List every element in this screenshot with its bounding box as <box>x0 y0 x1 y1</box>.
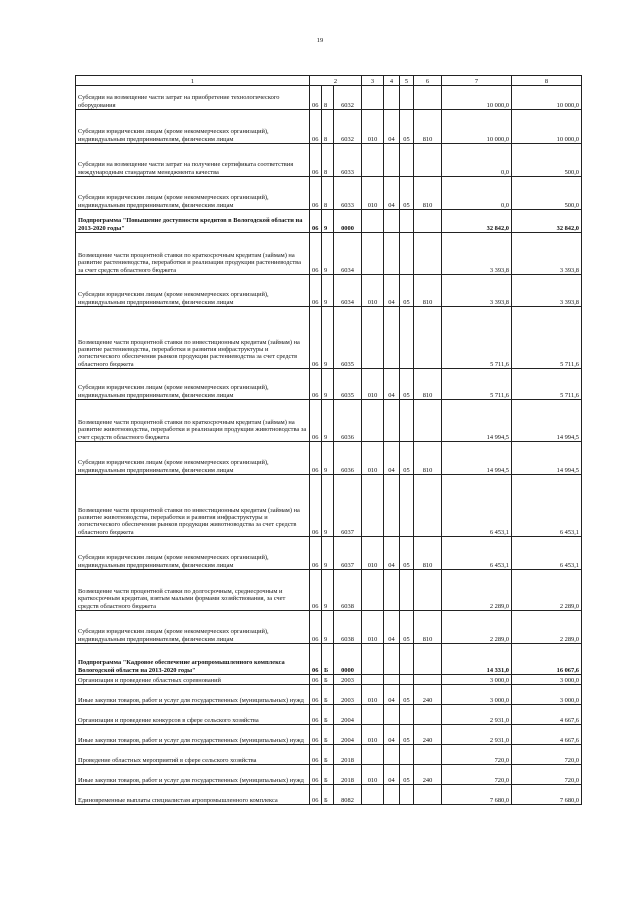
page-number: 19 <box>316 37 324 44</box>
code-subprogram-cell: 9 <box>322 442 334 475</box>
amount-year-1-cell: 14 331,0 <box>442 644 512 675</box>
code-subchapter-cell: 05 <box>400 725 414 745</box>
table-row <box>76 785 582 805</box>
code-subchapter-cell: 05 <box>400 442 414 475</box>
code-subchapter-cell: 05 <box>400 611 414 644</box>
code-subchapter-cell <box>400 475 414 537</box>
code-chapter-cell <box>384 233 400 275</box>
item-name-cell: Субсидии юридическим лицам (кроме некоммерческих организаций), индивидуальным предпринимателям, физическим лицам <box>76 442 310 475</box>
code-section-cell: 06 <box>310 675 322 685</box>
code-direction-cell: 2018 <box>334 765 362 785</box>
table-row <box>76 144 582 177</box>
code-section-cell: 06 <box>310 475 322 537</box>
code-section-cell: 06 <box>310 442 322 475</box>
amount-year-1-cell: 3 000,0 <box>442 675 512 685</box>
code-direction-cell: 6037 <box>334 537 362 570</box>
code-subprogram-cell: Б <box>322 725 334 745</box>
code-expense-type-cell <box>414 233 442 275</box>
code-section-cell: 06 <box>310 644 322 675</box>
code-subprogram-cell: Б <box>322 765 334 785</box>
table-row <box>76 611 582 644</box>
amount-year-2-cell: 3 393,8 <box>512 233 582 275</box>
code-direction-cell: 6036 <box>334 400 362 442</box>
item-name-cell: Иные закупки товаров, работ и услуг для государственных (муниципальных) нужд <box>76 765 310 785</box>
code-subchapter-cell: 05 <box>400 537 414 570</box>
code-ministry-cell <box>362 86 384 110</box>
amount-year-2-cell: 10 000,0 <box>512 110 582 144</box>
code-chapter-cell <box>384 570 400 611</box>
amount-year-2-cell: 500,0 <box>512 177 582 210</box>
header-cell: 5 <box>400 76 414 86</box>
item-name-cell: Субсидии на возмещение части затрат на получение сертификата соответствия международным стандартам менеджмента качества <box>76 144 310 177</box>
code-chapter-cell <box>384 705 400 725</box>
amount-year-1-cell: 5 711,6 <box>442 307 512 369</box>
code-subchapter-cell <box>400 210 414 233</box>
table-row <box>76 369 582 400</box>
code-subprogram-cell: Б <box>322 685 334 705</box>
amount-year-1-cell: 10 000,0 <box>442 86 512 110</box>
code-expense-type-cell: 810 <box>414 275 442 307</box>
code-ministry-cell: 010 <box>362 369 384 400</box>
code-ministry-cell: 010 <box>362 685 384 705</box>
code-chapter-cell <box>384 675 400 685</box>
amount-year-2-cell: 10 000,0 <box>512 86 582 110</box>
code-subprogram-cell: 9 <box>322 369 334 400</box>
code-subprogram-cell: Б <box>322 785 334 805</box>
code-expense-type-cell <box>414 144 442 177</box>
item-name-cell: Субсидии на возмещение части затрат на приобретение технологического оборудования <box>76 86 310 110</box>
code-subprogram-cell: 8 <box>322 86 334 110</box>
header-cell: 3 <box>362 76 384 86</box>
code-section-cell: 06 <box>310 275 322 307</box>
code-chapter-cell: 04 <box>384 442 400 475</box>
item-name-cell: Возмещение части процентной ставки по долгосрочным, среднесрочным и краткосрочным кредитам, взятым малыми формами хозяйствования, за счет средств областного бюджета <box>76 570 310 611</box>
header-cell: 6 <box>414 76 442 86</box>
code-section-cell: 06 <box>310 307 322 369</box>
code-direction-cell: 6032 <box>334 86 362 110</box>
amount-year-1-cell: 2 289,0 <box>442 570 512 611</box>
table-row <box>76 177 582 210</box>
table-row <box>76 86 582 110</box>
code-subprogram-cell: Б <box>322 705 334 725</box>
code-subchapter-cell: 05 <box>400 110 414 144</box>
item-name-cell: Возмещение части процентной ставки по краткосрочным кредитам (займам) на развитие животноводства, переработки и реализации продукции животноводства за счет средств областного бюджета <box>76 400 310 442</box>
amount-year-2-cell: 4 667,6 <box>512 725 582 745</box>
code-chapter-cell <box>384 86 400 110</box>
code-expense-type-cell <box>414 570 442 611</box>
code-expense-type-cell <box>414 675 442 685</box>
amount-year-1-cell: 2 931,0 <box>442 705 512 725</box>
amount-year-2-cell: 14 994,5 <box>512 442 582 475</box>
table-row <box>76 644 582 675</box>
code-direction-cell: 2004 <box>334 725 362 745</box>
code-chapter-cell: 04 <box>384 177 400 210</box>
amount-year-1-cell: 32 842,0 <box>442 210 512 233</box>
code-subprogram-cell: 8 <box>322 144 334 177</box>
code-expense-type-cell: 810 <box>414 442 442 475</box>
code-direction-cell: 6033 <box>334 177 362 210</box>
code-subprogram-cell: 8 <box>322 177 334 210</box>
table-row <box>76 705 582 725</box>
code-subprogram-cell: Б <box>322 745 334 765</box>
code-expense-type-cell <box>414 745 442 765</box>
code-direction-cell: 2003 <box>334 675 362 685</box>
table-row <box>76 765 582 785</box>
table-row <box>76 110 582 144</box>
code-direction-cell: 8082 <box>334 785 362 805</box>
code-expense-type-cell: 810 <box>414 110 442 144</box>
amount-year-1-cell: 5 711,6 <box>442 369 512 400</box>
item-name-cell: Возмещение части процентной ставки по краткосрочным кредитам (займам) на развитие растениеводства, переработки и реализации продукции растениеводства за счет средств областного бюджета <box>76 233 310 275</box>
amount-year-2-cell: 3 393,8 <box>512 275 582 307</box>
code-expense-type-cell <box>414 86 442 110</box>
amount-year-1-cell: 0,0 <box>442 144 512 177</box>
code-direction-cell: 6034 <box>334 233 362 275</box>
table-row <box>76 475 582 537</box>
item-name-cell: Организация и проведение конкурсов в сфере сельского хозяйства <box>76 705 310 725</box>
amount-year-2-cell: 4 667,6 <box>512 705 582 725</box>
amount-year-2-cell: 14 994,5 <box>512 400 582 442</box>
code-chapter-cell: 04 <box>384 537 400 570</box>
item-name-cell: Субсидии юридическим лицам (кроме некоммерческих организаций), индивидуальным предпринимателям, физическим лицам <box>76 177 310 210</box>
code-subchapter-cell <box>400 144 414 177</box>
code-section-cell: 06 <box>310 233 322 275</box>
code-subprogram-cell: 9 <box>322 307 334 369</box>
code-subchapter-cell <box>400 644 414 675</box>
code-subprogram-cell: 8 <box>322 110 334 144</box>
table-row <box>76 570 582 611</box>
amount-year-2-cell: 3 000,0 <box>512 675 582 685</box>
code-section-cell: 06 <box>310 177 322 210</box>
code-expense-type-cell <box>414 400 442 442</box>
code-direction-cell: 6033 <box>334 144 362 177</box>
code-chapter-cell: 04 <box>384 725 400 745</box>
code-ministry-cell <box>362 400 384 442</box>
header-cell: 2 <box>310 76 362 86</box>
code-expense-type-cell <box>414 210 442 233</box>
code-ministry-cell <box>362 570 384 611</box>
code-ministry-cell: 010 <box>362 442 384 475</box>
amount-year-2-cell: 2 289,0 <box>512 611 582 644</box>
code-subprogram-cell: 9 <box>322 275 334 307</box>
code-direction-cell: 2004 <box>334 705 362 725</box>
code-section-cell: 06 <box>310 725 322 745</box>
amount-year-2-cell: 32 842,0 <box>512 210 582 233</box>
code-subprogram-cell: Б <box>322 675 334 685</box>
code-direction-cell: 6038 <box>334 570 362 611</box>
code-expense-type-cell <box>414 475 442 537</box>
item-name-cell: Единовременные выплаты специалистам агропромышленного комплекса <box>76 785 310 805</box>
code-section-cell: 06 <box>310 765 322 785</box>
code-ministry-cell: 010 <box>362 537 384 570</box>
amount-year-1-cell: 2 289,0 <box>442 611 512 644</box>
code-subchapter-cell: 05 <box>400 275 414 307</box>
code-section-cell: 06 <box>310 144 322 177</box>
amount-year-2-cell: 7 680,0 <box>512 785 582 805</box>
amount-year-1-cell: 6 453,1 <box>442 475 512 537</box>
code-expense-type-cell <box>414 785 442 805</box>
item-name-cell: Субсидии юридическим лицам (кроме некоммерческих организаций), индивидуальным предпринимателям, физическим лицам <box>76 275 310 307</box>
code-expense-type-cell: 240 <box>414 725 442 745</box>
item-name-cell: Подпрограмма "Кадровое обеспечение агропромышленного комплекса Вологодской области на 2013-2020 годы" <box>76 644 310 675</box>
amount-year-1-cell: 0,0 <box>442 177 512 210</box>
code-direction-cell: 6035 <box>334 369 362 400</box>
item-name-cell: Иные закупки товаров, работ и услуг для государственных (муниципальных) нужд <box>76 685 310 705</box>
amount-year-2-cell: 6 453,1 <box>512 475 582 537</box>
table-row <box>76 233 582 275</box>
code-section-cell: 06 <box>310 210 322 233</box>
table-row <box>76 210 582 233</box>
amount-year-1-cell: 720,0 <box>442 765 512 785</box>
code-direction-cell: 6035 <box>334 307 362 369</box>
code-subchapter-cell <box>400 307 414 369</box>
table-row <box>76 442 582 475</box>
code-direction-cell: 0000 <box>334 210 362 233</box>
header-cell: 8 <box>512 76 582 86</box>
amount-year-1-cell: 14 994,5 <box>442 400 512 442</box>
code-direction-cell: 6036 <box>334 442 362 475</box>
code-chapter-cell: 04 <box>384 110 400 144</box>
code-subchapter-cell: 05 <box>400 177 414 210</box>
code-ministry-cell <box>362 307 384 369</box>
amount-year-1-cell: 3 000,0 <box>442 685 512 705</box>
code-direction-cell: 6038 <box>334 611 362 644</box>
code-chapter-cell <box>384 400 400 442</box>
code-subchapter-cell <box>400 570 414 611</box>
code-chapter-cell: 04 <box>384 611 400 644</box>
code-subchapter-cell <box>400 233 414 275</box>
code-ministry-cell: 010 <box>362 725 384 745</box>
amount-year-2-cell: 5 711,6 <box>512 307 582 369</box>
code-subprogram-cell: 9 <box>322 233 334 275</box>
item-name-cell: Возмещение части процентной ставки по инвестиционным кредитам (займам) на развитие растениеводства, переработки и развития инфраструктуры и логистического обеспечения рынков продукции растениеводства за счет средств областного бюджета <box>76 307 310 369</box>
item-name-cell: Субсидии юридическим лицам (кроме некоммерческих организаций), индивидуальным предпринимателям, физическим лицам <box>76 369 310 400</box>
item-name-cell: Организация и проведение областных соревнований <box>76 675 310 685</box>
header-cell: 4 <box>384 76 400 86</box>
amount-year-2-cell: 500,0 <box>512 144 582 177</box>
amount-year-1-cell: 10 000,0 <box>442 110 512 144</box>
code-subchapter-cell <box>400 745 414 765</box>
code-subprogram-cell: 9 <box>322 400 334 442</box>
code-section-cell: 06 <box>310 537 322 570</box>
code-subchapter-cell: 05 <box>400 369 414 400</box>
code-expense-type-cell: 810 <box>414 537 442 570</box>
code-section-cell: 06 <box>310 611 322 644</box>
code-chapter-cell <box>384 210 400 233</box>
budget-table <box>75 75 582 805</box>
table-body <box>76 76 582 805</box>
code-ministry-cell <box>362 210 384 233</box>
code-ministry-cell <box>362 675 384 685</box>
table-row <box>76 745 582 765</box>
code-chapter-cell <box>384 745 400 765</box>
code-subchapter-cell <box>400 785 414 805</box>
table-row <box>76 307 582 369</box>
code-direction-cell: 2003 <box>334 685 362 705</box>
table-row <box>76 537 582 570</box>
amount-year-2-cell: 6 453,1 <box>512 537 582 570</box>
code-subprogram-cell: 9 <box>322 537 334 570</box>
item-name-cell: Проведение областных мероприятий в сфере сельского хозяйства <box>76 745 310 765</box>
code-expense-type-cell: 240 <box>414 765 442 785</box>
amount-year-1-cell: 3 393,8 <box>442 275 512 307</box>
code-chapter-cell <box>384 307 400 369</box>
code-chapter-cell <box>384 475 400 537</box>
code-subprogram-cell: 9 <box>322 570 334 611</box>
code-ministry-cell <box>362 644 384 675</box>
code-subchapter-cell <box>400 705 414 725</box>
code-section-cell: 06 <box>310 745 322 765</box>
code-section-cell: 06 <box>310 685 322 705</box>
code-ministry-cell: 010 <box>362 765 384 785</box>
item-name-cell: Возмещение части процентной ставки по инвестиционным кредитам (займам) на развитие животноводства, переработки и развития инфраструктуры и логистического обеспечения рынков продукции животноводства за счет средств областного бюджета <box>76 475 310 537</box>
code-chapter-cell: 04 <box>384 685 400 705</box>
header-row <box>76 76 582 86</box>
item-name-cell: Субсидии юридическим лицам (кроме некоммерческих организаций), индивидуальным предпринимателям, физическим лицам <box>76 611 310 644</box>
code-section-cell: 06 <box>310 785 322 805</box>
item-name-cell: Субсидии юридическим лицам (кроме некоммерческих организаций), индивидуальным предпринимателям, физическим лицам <box>76 537 310 570</box>
code-ministry-cell: 010 <box>362 177 384 210</box>
code-section-cell: 06 <box>310 369 322 400</box>
table-row <box>76 725 582 745</box>
header-cell: 7 <box>442 76 512 86</box>
code-direction-cell: 2018 <box>334 745 362 765</box>
code-expense-type-cell <box>414 307 442 369</box>
item-name-cell: Субсидии юридическим лицам (кроме некоммерческих организаций), индивидуальным предпринимателям, физическим лицам <box>76 110 310 144</box>
code-section-cell: 06 <box>310 570 322 611</box>
code-ministry-cell <box>362 475 384 537</box>
code-expense-type-cell <box>414 644 442 675</box>
code-subchapter-cell: 05 <box>400 685 414 705</box>
code-subchapter-cell <box>400 675 414 685</box>
code-expense-type-cell: 810 <box>414 369 442 400</box>
code-subchapter-cell <box>400 86 414 110</box>
code-chapter-cell: 04 <box>384 275 400 307</box>
item-name-cell: Подпрограмма "Повышение доступности кредитов в Вологодской области на 2013-2020 годы" <box>76 210 310 233</box>
code-chapter-cell <box>384 144 400 177</box>
code-ministry-cell <box>362 233 384 275</box>
item-name-cell: Иные закупки товаров, работ и услуг для государственных (муниципальных) нужд <box>76 725 310 745</box>
code-ministry-cell <box>362 705 384 725</box>
table-row <box>76 400 582 442</box>
amount-year-2-cell: 720,0 <box>512 745 582 765</box>
code-ministry-cell <box>362 785 384 805</box>
amount-year-1-cell: 14 994,5 <box>442 442 512 475</box>
amount-year-1-cell: 2 931,0 <box>442 725 512 745</box>
code-expense-type-cell: 240 <box>414 685 442 705</box>
code-expense-type-cell: 810 <box>414 611 442 644</box>
code-ministry-cell <box>362 745 384 765</box>
code-chapter-cell: 04 <box>384 369 400 400</box>
amount-year-2-cell: 16 067,6 <box>512 644 582 675</box>
code-direction-cell: 6032 <box>334 110 362 144</box>
code-section-cell: 06 <box>310 705 322 725</box>
code-section-cell: 06 <box>310 86 322 110</box>
table-row <box>76 675 582 685</box>
amount-year-1-cell: 6 453,1 <box>442 537 512 570</box>
code-chapter-cell <box>384 785 400 805</box>
code-direction-cell: 6034 <box>334 275 362 307</box>
amount-year-2-cell: 2 289,0 <box>512 570 582 611</box>
code-subprogram-cell: 9 <box>322 210 334 233</box>
code-ministry-cell: 010 <box>362 110 384 144</box>
code-chapter-cell: 04 <box>384 765 400 785</box>
code-subchapter-cell: 05 <box>400 765 414 785</box>
code-ministry-cell: 010 <box>362 275 384 307</box>
code-expense-type-cell: 810 <box>414 177 442 210</box>
amount-year-1-cell: 3 393,8 <box>442 233 512 275</box>
code-subprogram-cell: Б <box>322 644 334 675</box>
amount-year-2-cell: 5 711,6 <box>512 369 582 400</box>
amount-year-2-cell: 3 000,0 <box>512 685 582 705</box>
amount-year-1-cell: 7 680,0 <box>442 785 512 805</box>
table-row <box>76 685 582 705</box>
code-section-cell: 06 <box>310 110 322 144</box>
code-subprogram-cell: 9 <box>322 475 334 537</box>
code-subchapter-cell <box>400 400 414 442</box>
code-direction-cell: 0000 <box>334 644 362 675</box>
code-expense-type-cell <box>414 705 442 725</box>
code-chapter-cell <box>384 644 400 675</box>
code-section-cell: 06 <box>310 400 322 442</box>
amount-year-1-cell: 720,0 <box>442 745 512 765</box>
header-cell: 1 <box>76 76 310 86</box>
table-row <box>76 275 582 307</box>
code-subprogram-cell: 9 <box>322 611 334 644</box>
code-direction-cell: 6037 <box>334 475 362 537</box>
amount-year-2-cell: 720,0 <box>512 765 582 785</box>
code-ministry-cell: 010 <box>362 611 384 644</box>
code-ministry-cell <box>362 144 384 177</box>
